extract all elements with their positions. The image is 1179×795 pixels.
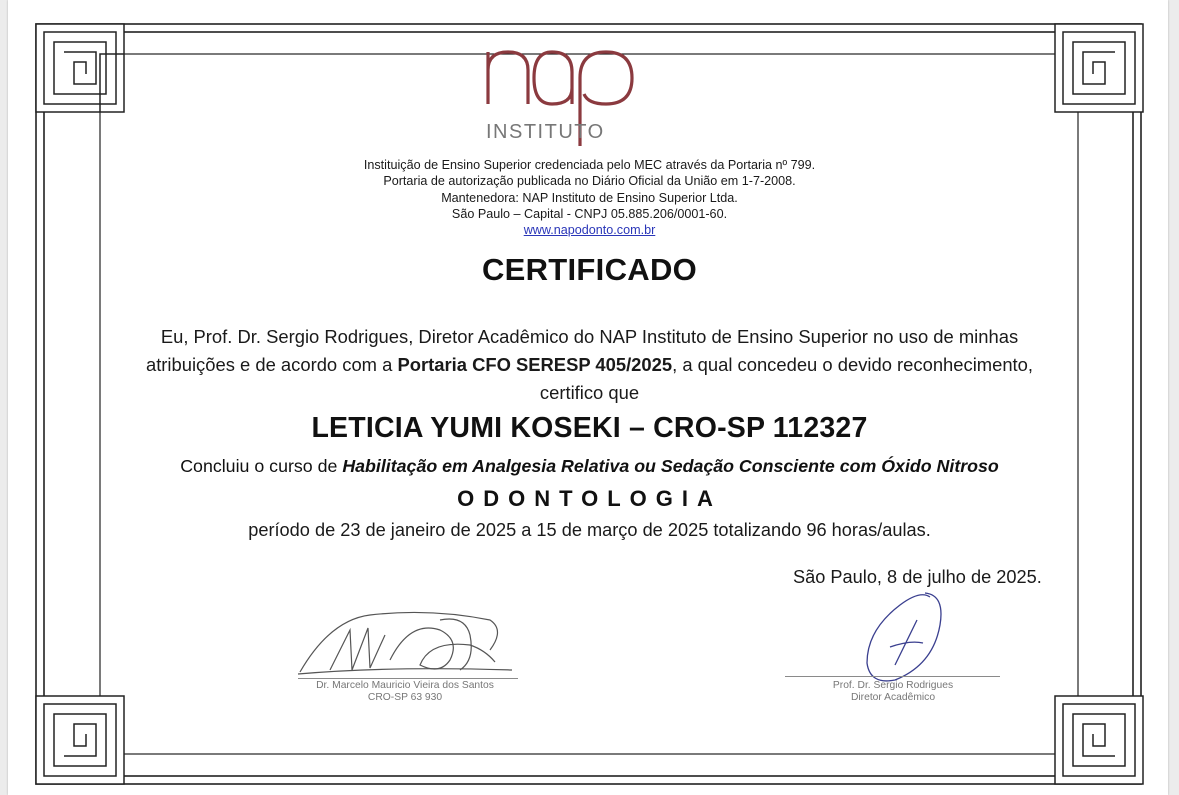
left-signatory-role: CRO-SP 63 930 bbox=[367, 692, 443, 703]
recipient-name: LETICIA YUMI KOSEKI – CRO-SP 112327 bbox=[311, 412, 868, 444]
issue-date: São Paulo, 8 de julho de 2025. bbox=[793, 567, 1042, 587]
statement-line-1: Eu, Prof. Dr. Sergio Rodrigues, Diretor Acadêmico do NAP Instituto de Ensino Superior no uso de minhas bbox=[160, 326, 1019, 347]
left-signatory-name: Dr. Marcelo Mauricio Vieira dos Santos bbox=[316, 680, 494, 691]
course-area: ODONTOLOGIA bbox=[457, 486, 722, 511]
institution-maintainer: Mantenedora: NAP Instituto de Ensino Superior Ltda. bbox=[441, 190, 738, 205]
left-signatory bbox=[292, 680, 518, 704]
institution-authorization: Portaria de autorização publicada no Diário Oficial da União em 1-7-2008. bbox=[383, 174, 796, 189]
institution-accreditation: Instituição de Ensino Superior credenciada pelo MEC através da Portaria nº 799. bbox=[363, 158, 816, 172]
left-signature-line bbox=[298, 678, 518, 679]
statement-line-2: atribuições e de acordo com a Portaria CFO SERESP 405/2025, a qual concedeu o devido reconhecimento, bbox=[145, 354, 1034, 375]
certificate-statement bbox=[0, 323, 1179, 407]
certificate-title: CERTIFICADO bbox=[481, 252, 698, 287]
right-signatory bbox=[783, 680, 1003, 704]
left-signature-scribble bbox=[290, 600, 520, 685]
course-line bbox=[0, 456, 1179, 477]
right-signatory-name: Prof. Dr. Sergio Rodrigues bbox=[832, 680, 954, 691]
svg-text:INSTITUTO: INSTITUTO bbox=[486, 121, 605, 143]
website-link[interactable]: www.napodonto.com.br bbox=[523, 223, 656, 238]
course-name: Habilitação em Analgesia Relativa ou Sedação Consciente com Óxido Nitroso bbox=[342, 456, 999, 476]
right-signature-line bbox=[785, 676, 1000, 677]
right-signature-scribble bbox=[855, 585, 955, 685]
institution-info bbox=[0, 157, 1179, 238]
nap-instituto-logo bbox=[470, 42, 700, 152]
course-prefix: Concluiu o curso de bbox=[180, 456, 343, 476]
course-period: período de 23 de janeiro de 2025 a 15 de março de 2025 totalizando 96 horas/aulas. bbox=[248, 520, 931, 540]
statement-line-3: certifico que bbox=[539, 382, 640, 403]
portaria-reference: Portaria CFO SERESP 405/2025 bbox=[397, 354, 673, 375]
institution-cnpj: São Paulo – Capital - CNPJ 05.885.206/0001-60. bbox=[451, 206, 728, 221]
right-signatory-role: Diretor Acadêmico bbox=[850, 692, 936, 703]
